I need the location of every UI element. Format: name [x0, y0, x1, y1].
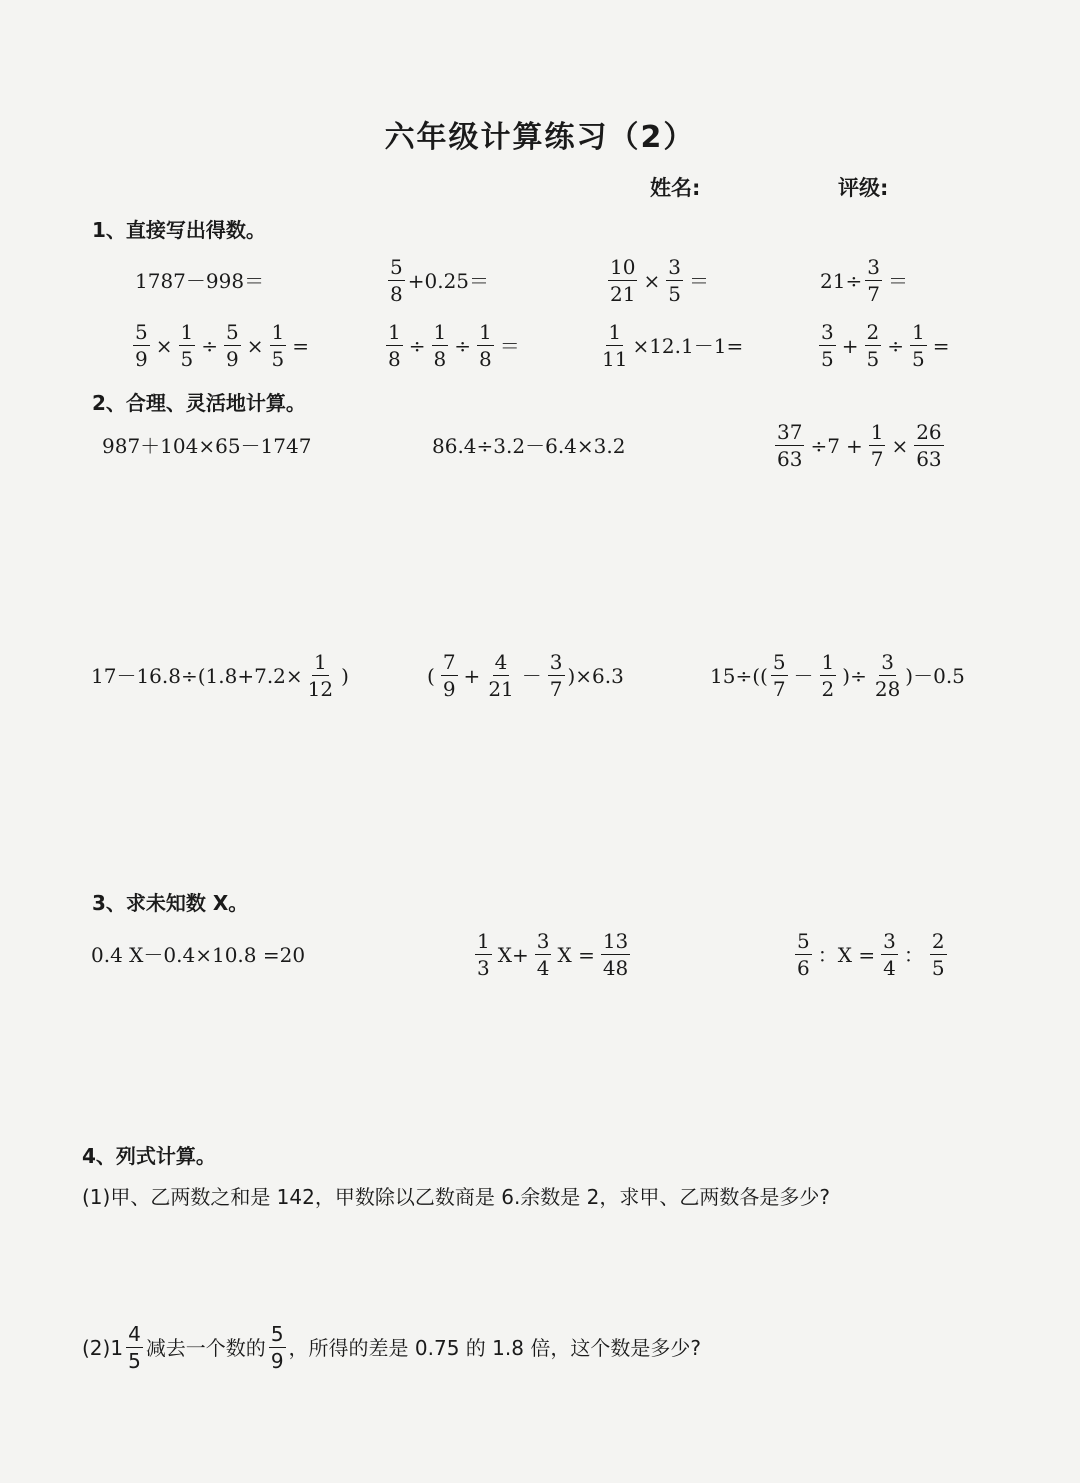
numerator: 5 — [135, 320, 148, 344]
s2-expr-2 — [432, 414, 625, 478]
operator: × — [246, 334, 264, 358]
operator: ÷ — [408, 334, 426, 358]
fraction — [881, 930, 898, 980]
denominator: 8 — [479, 347, 492, 371]
numerator: 26 — [916, 420, 942, 444]
denominator: 5 — [866, 347, 880, 371]
denominator: 4 — [536, 956, 550, 980]
denominator: 5 — [668, 282, 681, 306]
numerator: 5 — [270, 1322, 284, 1346]
operator: × — [891, 434, 909, 458]
s1-expr-4 — [820, 249, 911, 313]
fraction — [930, 930, 947, 980]
page-title: 六年级计算练习（2） — [384, 120, 696, 155]
grade-label: 评级: — [838, 176, 889, 200]
expr-text: 减去一个数的 — [145, 1336, 266, 1360]
expr-text: )－0.5 — [905, 664, 965, 688]
expr-text: ，所得的差是 0.75 的 1.8 倍，这个数是多少? — [288, 1336, 701, 1360]
denominator: 21 — [488, 677, 514, 701]
denominator: 63 — [777, 447, 803, 471]
fraction — [914, 421, 943, 471]
s2-expr-6 — [710, 644, 965, 708]
s3-expr-3 — [792, 923, 950, 987]
fraction — [386, 321, 403, 371]
operator: × — [155, 334, 173, 358]
mixed-number — [110, 1323, 145, 1373]
denominator: 7 — [870, 447, 884, 471]
s1-expr-5 — [130, 314, 312, 378]
denominator: 5 — [912, 347, 925, 371]
expr-text: +0.25＝ — [407, 269, 490, 293]
denominator: 5 — [180, 347, 194, 371]
fraction — [179, 321, 196, 371]
name-label: 姓名: — [650, 176, 701, 200]
numerator: 3 — [668, 255, 681, 279]
fraction — [865, 256, 882, 306]
fraction — [865, 321, 882, 371]
denominator: 28 — [874, 677, 901, 701]
s1-expr-2 — [385, 249, 489, 313]
denominator: 48 — [602, 956, 629, 980]
fraction — [269, 1323, 286, 1373]
numerator: 1 — [477, 929, 490, 953]
s3-expr-2 — [472, 923, 633, 987]
fraction — [869, 421, 886, 471]
mixed-whole: 1 — [110, 1336, 124, 1360]
word-problem-2 — [82, 1316, 701, 1380]
denominator: 9 — [226, 347, 239, 371]
denominator: 5 — [931, 956, 945, 980]
s2-expr-4 — [91, 644, 352, 708]
fraction — [666, 256, 683, 306]
numerator: 1 — [180, 320, 194, 344]
operator: + — [845, 434, 863, 458]
operator: ÷ — [887, 334, 904, 358]
s1-expr-1 — [135, 249, 264, 313]
denominator: 12 — [307, 677, 334, 701]
denominator: 9 — [135, 347, 148, 371]
operator: ＝ — [887, 269, 908, 293]
numerator: 4 — [494, 650, 508, 674]
fraction — [600, 321, 629, 371]
expr-text: 15÷(( — [710, 664, 768, 688]
fraction — [775, 421, 804, 471]
fraction — [388, 256, 405, 306]
numerator: 1 — [870, 420, 884, 444]
numerator: 1 — [433, 320, 447, 344]
denominator: 9 — [270, 1349, 284, 1373]
fraction — [601, 930, 630, 980]
expr-text: 1787－998＝ — [135, 269, 265, 293]
operator: × — [643, 269, 661, 293]
s1-expr-8 — [816, 314, 953, 378]
denominator: 7 — [772, 677, 786, 701]
section-2-heading: 2、合理、灵活地计算。 — [92, 391, 306, 415]
numerator: 5 — [390, 255, 403, 279]
numerator: 5 — [772, 650, 786, 674]
denominator: 8 — [390, 282, 403, 306]
operator: X = — [557, 943, 595, 967]
denominator: 9 — [442, 677, 456, 701]
numerator: 7 — [442, 650, 456, 674]
fraction — [608, 256, 637, 306]
numerator: 10 — [610, 255, 636, 279]
numerator: 1 — [314, 650, 327, 674]
numerator: 1 — [388, 320, 401, 344]
s2-expr-3 — [772, 414, 947, 478]
denominator: 2 — [821, 677, 835, 701]
section-3-heading: 3、求未知数 X。 — [92, 891, 249, 915]
numerator: 3 — [867, 255, 880, 279]
fraction — [477, 321, 494, 371]
fraction — [486, 651, 515, 701]
fraction — [819, 321, 836, 371]
fraction — [795, 930, 812, 980]
operator: X+ — [497, 943, 529, 967]
operator: + — [841, 334, 859, 358]
expr-text: )×6.3 — [567, 664, 624, 688]
operator: = — [292, 334, 309, 358]
numerator: 13 — [602, 929, 629, 953]
s3-expr-1 — [91, 923, 305, 987]
fraction — [432, 321, 449, 371]
expr-text: (2) — [82, 1336, 111, 1360]
section-4-heading: 4、列式计算。 — [82, 1144, 216, 1168]
fraction — [306, 651, 335, 701]
numerator: 37 — [777, 420, 803, 444]
s1-expr-7 — [597, 314, 743, 378]
operator: － — [521, 664, 542, 688]
denominator: 21 — [610, 282, 636, 306]
s2-expr-5 — [424, 644, 624, 708]
fraction — [126, 1323, 143, 1373]
fraction — [535, 930, 552, 980]
expr-text: 987＋104×65－1747 — [102, 434, 312, 458]
denominator: 11 — [602, 347, 628, 371]
denominator: 5 — [271, 347, 285, 371]
operator: ＝ — [688, 269, 709, 293]
numerator: 2 — [931, 929, 945, 953]
s1-expr-3 — [605, 249, 712, 313]
fraction — [441, 651, 458, 701]
denominator: 8 — [388, 347, 401, 371]
fraction — [133, 321, 150, 371]
operator: = — [932, 334, 950, 358]
numerator: 1 — [821, 650, 835, 674]
denominator: 7 — [549, 677, 563, 701]
numerator: 3 — [881, 650, 894, 674]
numerator: 3 — [549, 650, 563, 674]
denominator: 63 — [916, 447, 942, 471]
expr-text: 21÷ — [820, 269, 863, 293]
operator: ：X = — [817, 943, 876, 967]
denominator: 4 — [883, 956, 896, 980]
expr-text: 17－16.8÷(1.8+7.2× — [91, 664, 303, 688]
operator: )÷ — [842, 664, 867, 688]
expr-text: 86.4÷3.2－6.4×3.2 — [432, 434, 626, 458]
section-1-heading: 1、直接写出得数。 — [92, 218, 266, 242]
numerator: 1 — [479, 320, 492, 344]
fraction — [873, 651, 902, 701]
expr-text: 0.4 X－0.4×10.8 =20 — [91, 943, 306, 967]
operator: + — [463, 664, 481, 688]
fraction — [771, 651, 788, 701]
operator: ： — [903, 943, 924, 967]
denominator: 5 — [128, 1349, 141, 1373]
denominator: 8 — [433, 347, 447, 371]
numerator: 5 — [797, 929, 810, 953]
numerator: 2 — [866, 320, 880, 344]
fraction — [910, 321, 927, 371]
operator: ) — [341, 664, 349, 688]
fraction — [820, 651, 837, 701]
s2-expr-1 — [102, 414, 311, 478]
operator: ＝ — [499, 334, 520, 358]
numerator: 3 — [536, 929, 550, 953]
numerator: 1 — [912, 320, 925, 344]
numerator: 5 — [226, 320, 239, 344]
denominator: 7 — [867, 282, 880, 306]
s1-expr-6 — [383, 314, 523, 378]
denominator: 6 — [797, 956, 810, 980]
fraction — [224, 321, 241, 371]
fraction — [548, 651, 565, 701]
operator: ÷7 — [810, 434, 840, 458]
fraction — [270, 321, 287, 371]
operator: ( — [427, 664, 435, 688]
numerator: 1 — [608, 320, 622, 344]
word-problem-1: (1)甲、乙两数之和是 142，甲数除以乙数商是 6.余数是 2，求甲、乙两数各是多少? — [82, 1185, 830, 1209]
expr-text: ×12.1－1= — [632, 334, 744, 358]
operator: － — [793, 664, 814, 688]
fraction — [475, 930, 492, 980]
numerator: 1 — [271, 320, 285, 344]
operator: ÷ — [201, 334, 218, 358]
denominator: 5 — [821, 347, 834, 371]
numerator: 3 — [821, 320, 834, 344]
numerator: 3 — [883, 929, 896, 953]
denominator: 3 — [477, 956, 490, 980]
operator: ÷ — [454, 334, 471, 358]
numerator: 4 — [128, 1322, 141, 1346]
